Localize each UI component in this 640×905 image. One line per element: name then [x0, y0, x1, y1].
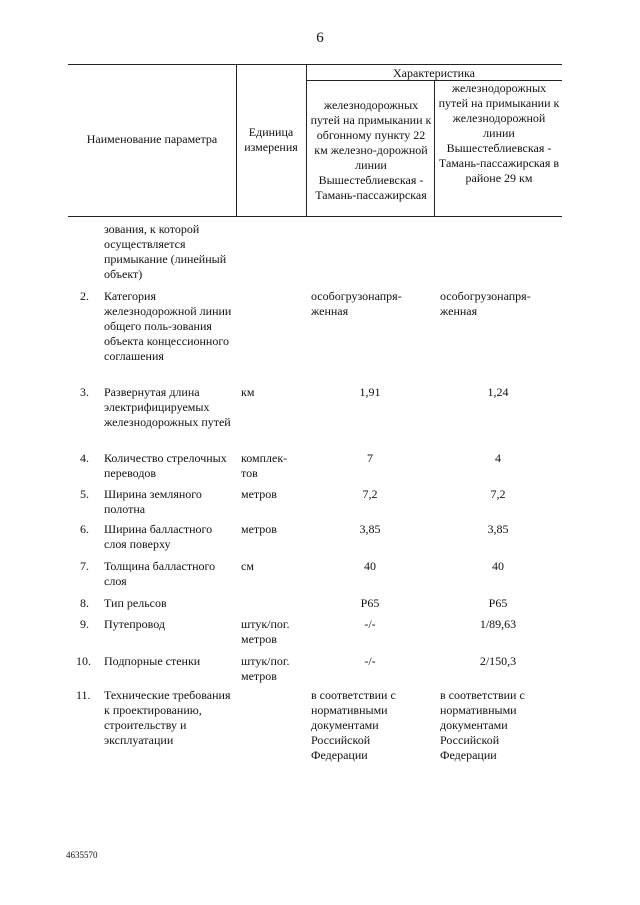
row-6-param: Ширина балластного слоя поверху: [104, 522, 213, 551]
row-7-value-2: 40: [492, 559, 504, 573]
row-10-num: 10.: [76, 654, 91, 668]
row-2-num: 2.: [80, 289, 89, 303]
row-2-param: Категория железнодорожной линии общего поль-зования объекта концессионного соглашения: [104, 289, 232, 363]
row-8-param: Тип рельсов: [104, 596, 167, 610]
row-10-unit: штук/пог. метров: [241, 654, 290, 683]
row-8-value-1: Р65: [360, 596, 380, 610]
row-6-value-1: 3,85: [359, 522, 381, 536]
row-5-num: 5.: [80, 487, 89, 501]
row-7-param: Толщина балластного слоя: [104, 559, 216, 588]
row-5-param: Ширина земляного полотна: [104, 487, 202, 516]
header-col1: железнодорожных путей на примыкании к обгонному пункту 22 км железно-дорожной линии Вышестеблиевская - Тамань-пассажирская: [310, 98, 432, 202]
row-4-unit: комплек-тов: [241, 451, 288, 480]
column-divider-values: [434, 80, 435, 216]
row-9-value-1: -/-: [364, 617, 376, 631]
row-6-value-2: 3,85: [487, 522, 509, 536]
row-5-value-1: 7,2: [362, 487, 378, 501]
column-divider-unit-right: [306, 64, 307, 216]
row-1-continuation: зования, к которой осуществляется примыкание (линейный объект): [104, 222, 227, 281]
row-10-value-2: 2/150,3: [479, 654, 517, 668]
header-bottom-border: [68, 216, 562, 217]
row-9-unit: штук/пог. метров: [241, 617, 290, 646]
row-11-param: Технические требования к проектированию, строительству и эксплуатации: [104, 688, 231, 747]
row-4-num: 4.: [80, 451, 89, 465]
row-7-value-1: 40: [364, 559, 376, 573]
row-4-value-1: 7: [367, 451, 373, 465]
row-3-num: 3.: [80, 385, 89, 399]
row-8-value-2: Р65: [488, 596, 508, 610]
table-top-border: [68, 64, 562, 65]
row-8-num: 8.: [80, 596, 89, 610]
row-9-param: Путепровод: [104, 617, 166, 631]
row-2-value-1: особогрузонапря-женная: [311, 289, 402, 318]
header-characteristic: Характеристика: [393, 66, 475, 80]
row-3-value-1: 1,91: [359, 385, 381, 399]
header-col2: железнодорожных путей на примыкании к железнодорожной линии Вышестеблиевская - Тамань-пассажирская в районе 29 км: [438, 81, 560, 185]
page-number: 6: [316, 30, 324, 46]
header-unit: Единица измерения: [244, 125, 298, 154]
row-10-value-1: -/-: [364, 654, 376, 668]
column-divider-unit-left: [236, 64, 237, 216]
row-7-unit: см: [241, 559, 254, 573]
row-6-num: 6.: [80, 522, 89, 536]
row-3-param: Развернутая длина электрифицируемых железнодорожных путей: [104, 385, 231, 429]
row-11-value-1: в соответствии с нормативными документами Российской Федерации: [311, 688, 396, 762]
row-7-num: 7.: [80, 559, 89, 573]
document-code: 4635570: [66, 850, 98, 860]
row-2-value-2: особогрузонапря-женная: [440, 289, 531, 318]
row-10-param: Подпорные стенки: [104, 654, 201, 668]
row-11-num: 11.: [76, 688, 91, 702]
row-6-unit: метров: [241, 522, 277, 536]
row-3-value-2: 1,24: [487, 385, 509, 399]
row-5-unit: метров: [241, 487, 277, 501]
row-9-num: 9.: [80, 617, 89, 631]
row-5-value-2: 7,2: [490, 487, 506, 501]
row-11-value-2: в соответствии с нормативными документами Российской Федерации: [440, 688, 525, 762]
row-4-param: Количество стрелочных переводов: [104, 451, 227, 480]
row-3-unit: км: [241, 385, 255, 399]
row-4-value-2: 4: [495, 451, 501, 465]
row-9-value-2: 1/89,63: [479, 617, 517, 631]
header-parameter: Наименование параметра: [86, 132, 218, 146]
